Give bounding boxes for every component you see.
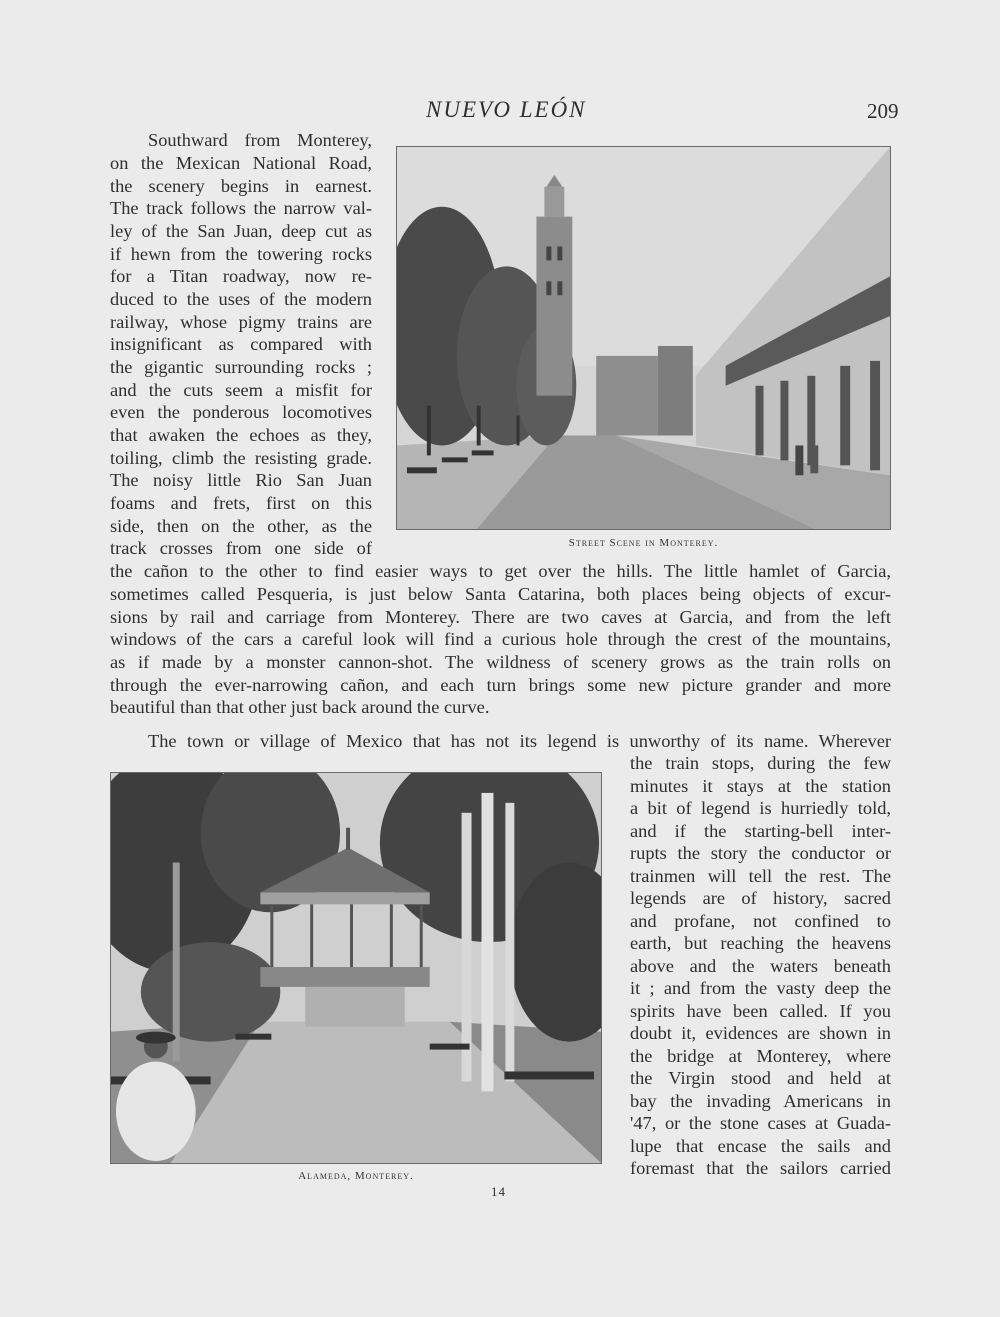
text-line: railway, whose pigmy trains are: [110, 312, 372, 332]
alameda-caption: Alameda, Monterey.: [298, 1170, 414, 1182]
text-line: the gigantic surrounding rocks ;: [110, 357, 372, 377]
text-line: Southward from Monterey,: [148, 130, 372, 150]
text-line: The track follows the narrow val-: [110, 198, 372, 218]
text-line: foremast that the sailors carried: [630, 1158, 891, 1178]
text-line: through the ever-narrowing cañon, and each turn brings some new picture grander and more: [110, 675, 891, 695]
text-line: lupe that encase the sails and: [630, 1136, 891, 1156]
text-line: the Virgin stood and held at: [630, 1068, 891, 1088]
text-line: side, then on the other, as the: [110, 516, 372, 536]
text-line: legends are of history, sacred: [630, 888, 891, 908]
signature-mark: 14: [491, 1184, 506, 1199]
text-line: it ; and from the vasty deep the: [630, 978, 891, 998]
text-line: the scenery begins in earnest.: [110, 176, 372, 196]
text-line: and if the starting-bell inter-: [630, 821, 891, 841]
text-line: the cañon to the other to find easier ways to get over the hills. The little hamlet of Garcia,: [110, 561, 891, 581]
text-line: if hewn from the towering rocks: [110, 244, 372, 264]
text-line: doubt it, evidences are shown in: [630, 1023, 891, 1043]
text-line: toiling, climb the resisting grade.: [110, 448, 372, 468]
text-line: track crosses from one side of: [110, 538, 372, 558]
text-line: sions by rail and carriage from Monterey. There are two caves at Garcia, and from the left: [110, 607, 891, 627]
text-line: that awaken the echoes as they,: [110, 425, 372, 445]
text-line: duced to the uses of the modern: [110, 289, 372, 309]
running-title: NUEVO LEÓN: [426, 97, 587, 122]
text-line: foams and frets, first on this: [110, 493, 372, 513]
text-line: earth, but reaching the heavens: [630, 933, 891, 953]
text-line: rupts the story the conductor or: [630, 843, 891, 863]
text-line: bay the invading Americans in: [630, 1091, 891, 1111]
text-line: the bridge at Monterey, where: [630, 1046, 891, 1066]
page-number: 209: [867, 99, 899, 123]
text-line: above and the waters beneath: [630, 956, 891, 976]
text-line: trainmen will tell the rest. The: [630, 866, 891, 886]
text-line: ley of the San Juan, deep cut as: [110, 221, 372, 241]
text-line: a bit of legend is hurriedly told,: [630, 798, 891, 818]
text-line: '47, or the stone cases at Guada-: [630, 1113, 891, 1133]
text-line: on the Mexican National Road,: [110, 153, 372, 173]
running-head: [0, 97, 1000, 125]
text-line: beautiful than that other just back around the curve.: [110, 697, 490, 717]
text-line: windows of the cars a careful look will find a curious hole through the crest of the mountains,: [110, 629, 891, 649]
text-line: spirits have been called. If you: [630, 1001, 891, 1021]
text-line: for a Titan roadway, now re-: [110, 266, 372, 286]
alameda-photo: [110, 772, 602, 1164]
text-line: and profane, not confined to: [630, 911, 891, 931]
text-line: insignificant as compared with: [110, 334, 372, 354]
street-scene-photo: [396, 146, 891, 530]
street-scene-caption: Street Scene in Monterey.: [568, 537, 719, 549]
text-line: even the ponderous locomotives: [110, 402, 372, 422]
text-line: minutes it stays at the station: [630, 776, 891, 796]
text-line: sometimes called Pesqueria, is just below Santa Catarina, both places being objects of excur-: [110, 584, 891, 604]
text-line: as if made by a monster cannon-shot. The wildness of scenery grows as the train rolls on: [110, 652, 891, 672]
text-line: The town or village of Mexico that has not its legend is unworthy of its name. Wherever: [148, 731, 891, 751]
text-line: the train stops, during the few: [630, 753, 891, 773]
text-line: The noisy little Rio San Juan: [110, 470, 372, 490]
text-line: and the cuts seem a misfit for: [110, 380, 372, 400]
